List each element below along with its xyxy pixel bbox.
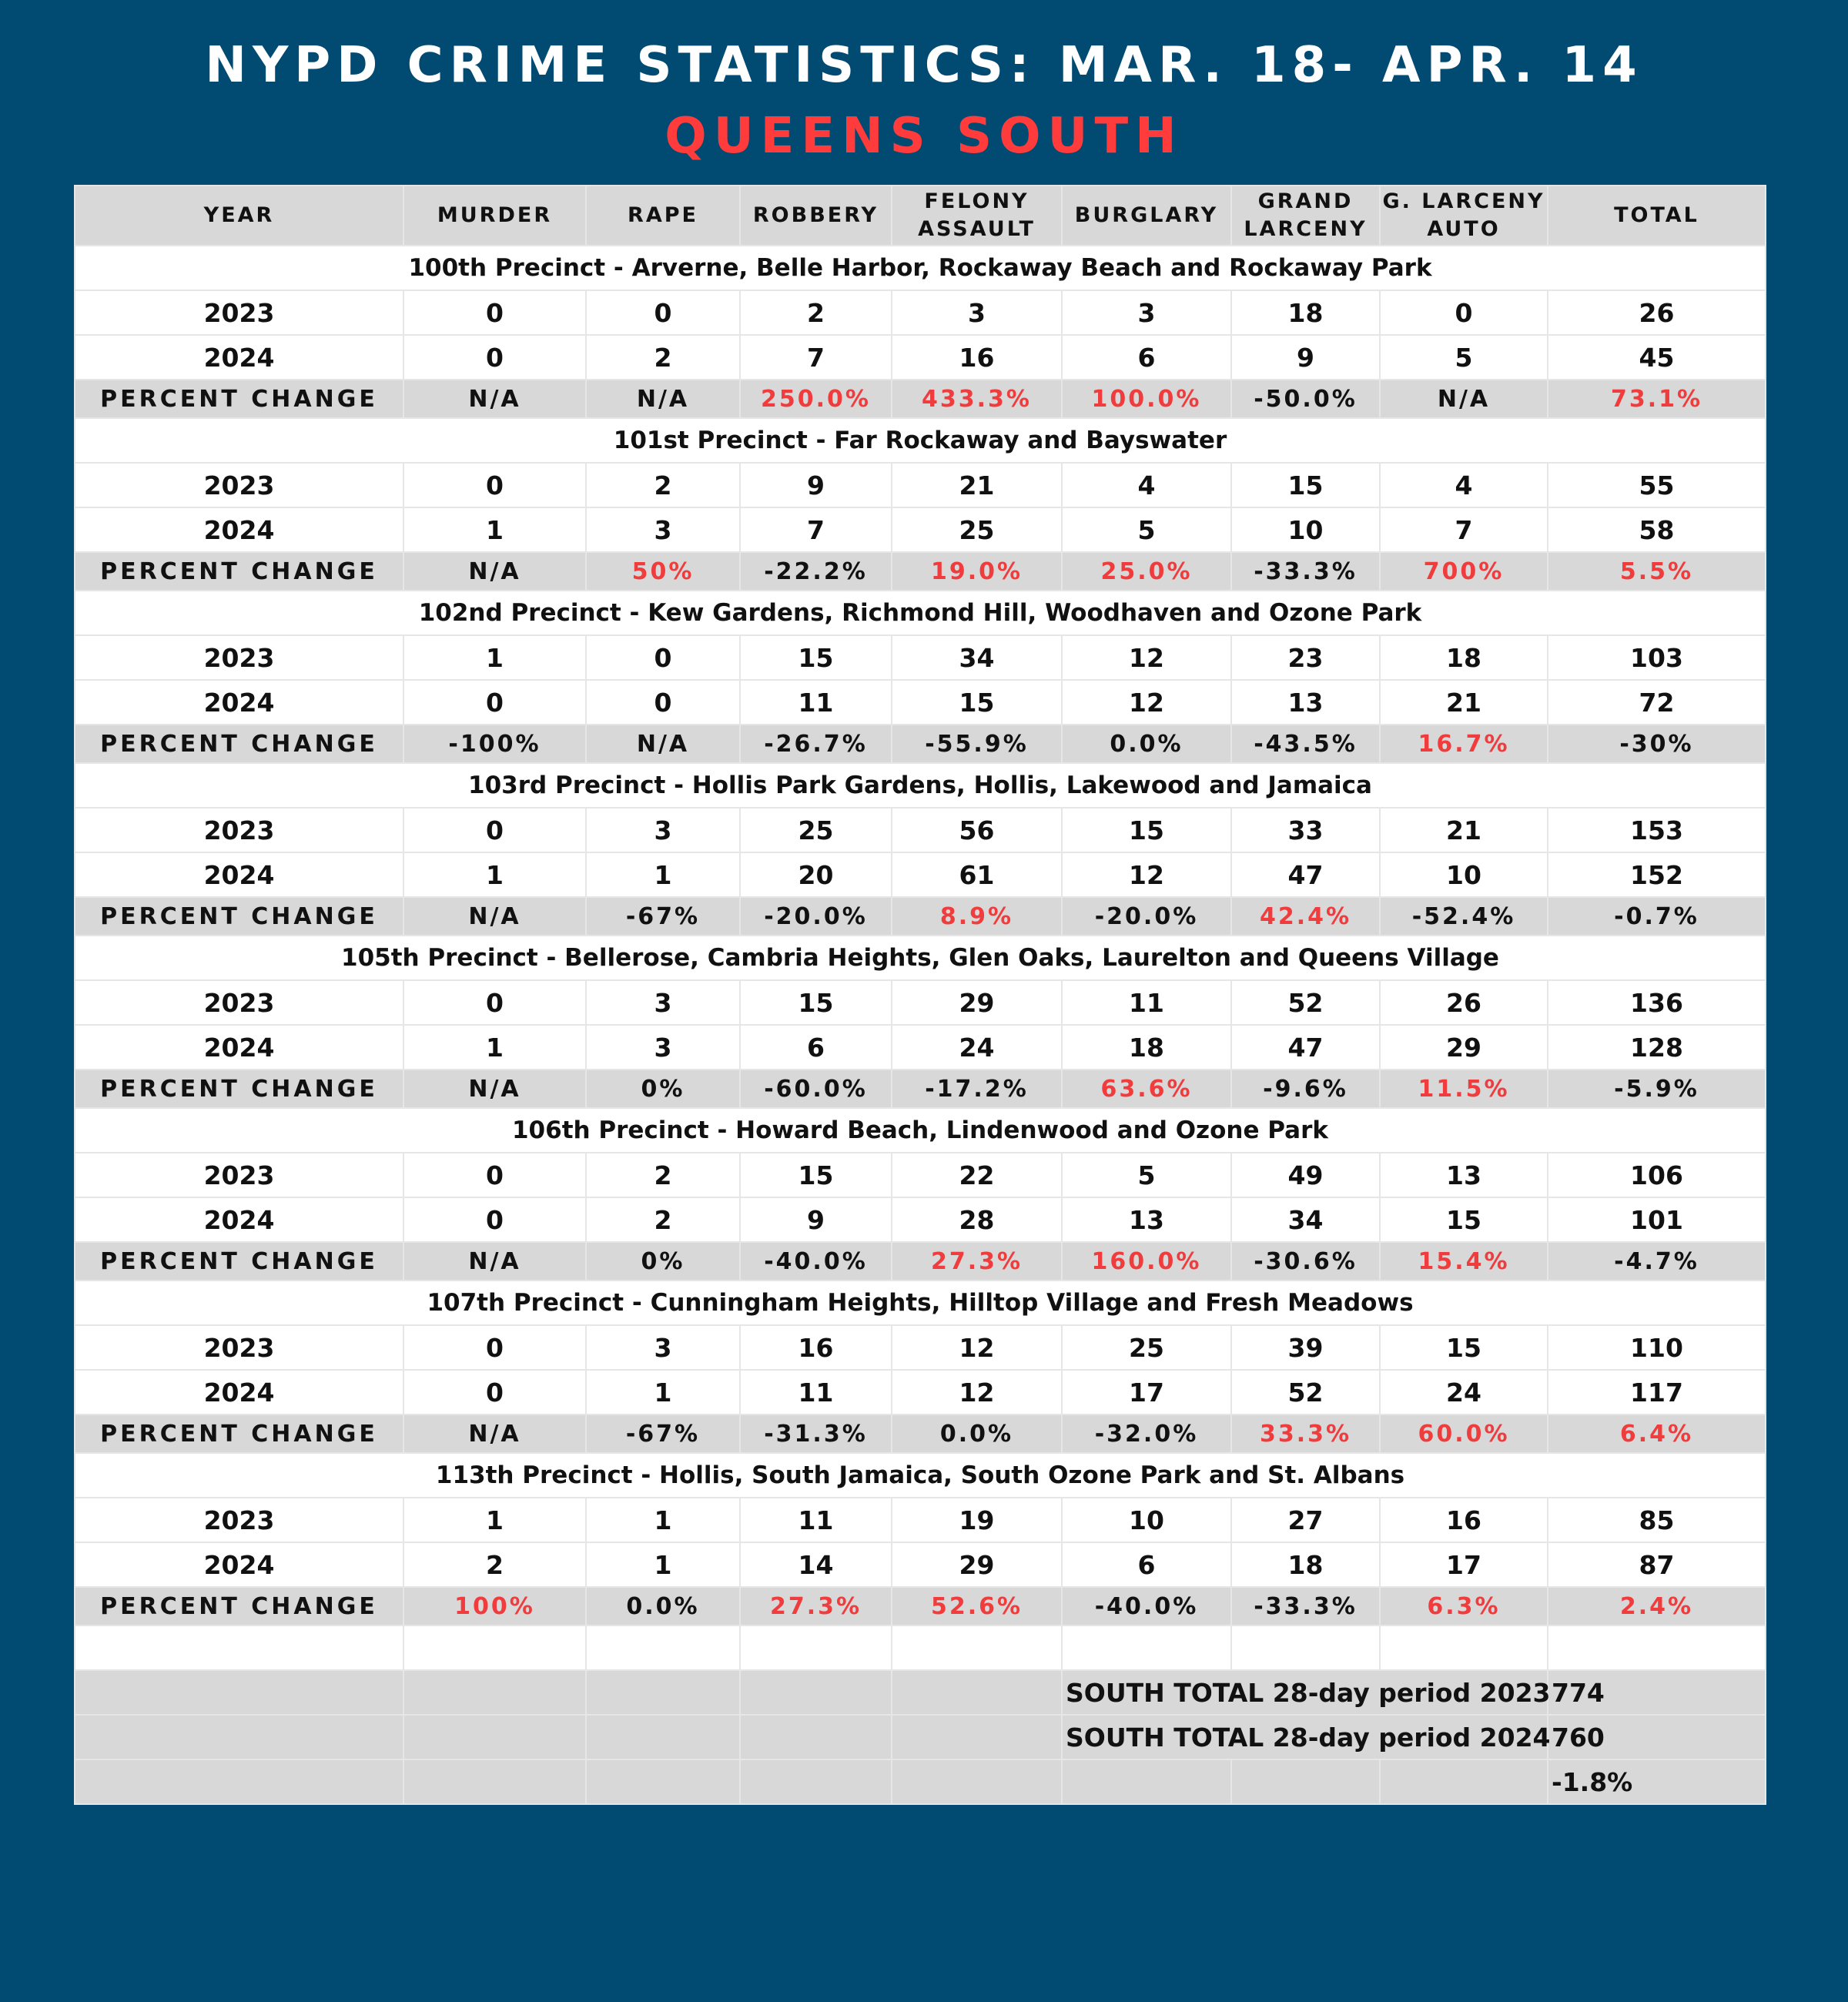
cell-total: 87 bbox=[1548, 1542, 1766, 1587]
cell-burglary: 5 bbox=[1062, 507, 1231, 552]
percent-change-row bbox=[75, 1414, 1766, 1453]
cell-total: -5.9% bbox=[1548, 1070, 1766, 1108]
cell-grand-larceny: 13 bbox=[1231, 680, 1380, 725]
percent-change-row bbox=[75, 1242, 1766, 1281]
row-label: PERCENT CHANGE bbox=[75, 725, 403, 763]
cell-murder: 0 bbox=[403, 463, 586, 507]
row-label: 2023 bbox=[75, 1325, 403, 1370]
cell-felony-assault: 15 bbox=[892, 680, 1062, 725]
year-2024-row bbox=[75, 852, 1766, 897]
cell-felony-assault: 52.6% bbox=[892, 1587, 1062, 1625]
row-label: 2023 bbox=[75, 635, 403, 680]
header-rape: RAPE bbox=[586, 186, 740, 246]
row-label: 2024 bbox=[75, 1197, 403, 1242]
cell-murder: 0 bbox=[403, 290, 586, 335]
year-2023-row bbox=[75, 290, 1766, 335]
precinct-name: 107th Precinct - Cunningham Heights, Hilltop Village and Fresh Meadows bbox=[75, 1281, 1766, 1325]
cell-g-larceny-auto: 60.0% bbox=[1380, 1414, 1548, 1453]
cell-rape: 3 bbox=[586, 980, 740, 1025]
cell-murder: 100% bbox=[403, 1587, 586, 1625]
cell-burglary: 6 bbox=[1062, 1542, 1231, 1587]
row-label: PERCENT CHANGE bbox=[75, 897, 403, 936]
cell-burglary: 12 bbox=[1062, 852, 1231, 897]
cell-burglary: 0.0% bbox=[1062, 725, 1231, 763]
cell-murder: 0 bbox=[403, 1325, 586, 1370]
row-label: PERCENT CHANGE bbox=[75, 1587, 403, 1625]
cell-felony-assault: 8.9% bbox=[892, 897, 1062, 936]
cell-g-larceny-auto: 17 bbox=[1380, 1542, 1548, 1587]
cell-g-larceny-auto: 24 bbox=[1380, 1370, 1548, 1414]
year-2023-row bbox=[75, 808, 1766, 852]
cell-total: 72 bbox=[1548, 680, 1766, 725]
cell-rape: -67% bbox=[586, 897, 740, 936]
cell-felony-assault: 0.0% bbox=[892, 1414, 1062, 1453]
cell-grand-larceny: 52 bbox=[1231, 1370, 1380, 1414]
cell-g-larceny-auto: 5 bbox=[1380, 335, 1548, 380]
cell-burglary: 11 bbox=[1062, 980, 1231, 1025]
summary-row-2023 bbox=[75, 1670, 1766, 1715]
precinct-name-row bbox=[75, 936, 1766, 980]
cell-total: 136 bbox=[1548, 980, 1766, 1025]
cell-rape: 0 bbox=[586, 290, 740, 335]
precinct-name-row bbox=[75, 1281, 1766, 1325]
cell-grand-larceny: -9.6% bbox=[1231, 1070, 1380, 1108]
cell-g-larceny-auto: 29 bbox=[1380, 1025, 1548, 1070]
header-year: YEAR bbox=[75, 186, 403, 246]
percent-change-row bbox=[75, 1070, 1766, 1108]
precinct-name: 106th Precinct - Howard Beach, Lindenwood and Ozone Park bbox=[75, 1108, 1766, 1153]
cell-total: 45 bbox=[1548, 335, 1766, 380]
cell-g-larceny-auto: 15.4% bbox=[1380, 1242, 1548, 1281]
row-label: 2023 bbox=[75, 1153, 403, 1197]
cell-robbery: 14 bbox=[740, 1542, 892, 1587]
cell-felony-assault: 19 bbox=[892, 1498, 1062, 1542]
cell-felony-assault: 3 bbox=[892, 290, 1062, 335]
cell-total: 117 bbox=[1548, 1370, 1766, 1414]
cell-burglary: 100.0% bbox=[1062, 380, 1231, 418]
cell-robbery: 15 bbox=[740, 1153, 892, 1197]
cell-total: 6.4% bbox=[1548, 1414, 1766, 1453]
cell-grand-larceny: -30.6% bbox=[1231, 1242, 1380, 1281]
cell-robbery: 27.3% bbox=[740, 1587, 892, 1625]
cell-total: 110 bbox=[1548, 1325, 1766, 1370]
precinct-name: 105th Precinct - Bellerose, Cambria Heights, Glen Oaks, Laurelton and Queens Village bbox=[75, 936, 1766, 980]
cell-rape: 1 bbox=[586, 1370, 740, 1414]
cell-burglary: 3 bbox=[1062, 290, 1231, 335]
cell-robbery: 11 bbox=[740, 1498, 892, 1542]
cell-robbery: -20.0% bbox=[740, 897, 892, 936]
cell-burglary: -32.0% bbox=[1062, 1414, 1231, 1453]
cell-total: 153 bbox=[1548, 808, 1766, 852]
cell-robbery: 20 bbox=[740, 852, 892, 897]
header-murder: MURDER bbox=[403, 186, 586, 246]
cell-total: -0.7% bbox=[1548, 897, 1766, 936]
row-label: 2024 bbox=[75, 852, 403, 897]
cell-felony-assault: 24 bbox=[892, 1025, 1062, 1070]
year-2024-row bbox=[75, 1370, 1766, 1414]
cell-grand-larceny: 39 bbox=[1231, 1325, 1380, 1370]
summary-label-2024: SOUTH TOTAL 28-day period 2024 bbox=[1062, 1715, 1548, 1759]
cell-murder: 0 bbox=[403, 1197, 586, 1242]
cell-murder: 0 bbox=[403, 335, 586, 380]
cell-total: 26 bbox=[1548, 290, 1766, 335]
cell-total: 103 bbox=[1548, 635, 1766, 680]
cell-felony-assault: -55.9% bbox=[892, 725, 1062, 763]
row-label: 2024 bbox=[75, 680, 403, 725]
cell-grand-larceny: 18 bbox=[1231, 1542, 1380, 1587]
header-g-larceny-auto: G. LARCENY AUTO bbox=[1380, 186, 1548, 246]
cell-g-larceny-auto: 26 bbox=[1380, 980, 1548, 1025]
cell-robbery: 6 bbox=[740, 1025, 892, 1070]
cell-burglary: 4 bbox=[1062, 463, 1231, 507]
cell-murder: 0 bbox=[403, 1153, 586, 1197]
year-2023-row bbox=[75, 980, 1766, 1025]
cell-murder: 1 bbox=[403, 635, 586, 680]
cell-rape: 3 bbox=[586, 808, 740, 852]
cell-burglary: 6 bbox=[1062, 335, 1231, 380]
cell-g-larceny-auto: 6.3% bbox=[1380, 1587, 1548, 1625]
cell-grand-larceny: -50.0% bbox=[1231, 380, 1380, 418]
cell-murder: 2 bbox=[403, 1542, 586, 1587]
cell-total: 5.5% bbox=[1548, 552, 1766, 591]
cell-grand-larceny: 10 bbox=[1231, 507, 1380, 552]
summary-row-change bbox=[75, 1759, 1766, 1804]
cell-felony-assault: 29 bbox=[892, 980, 1062, 1025]
cell-g-larceny-auto: 4 bbox=[1380, 463, 1548, 507]
cell-rape: -67% bbox=[586, 1414, 740, 1453]
cell-robbery: -26.7% bbox=[740, 725, 892, 763]
year-2024-row bbox=[75, 1542, 1766, 1587]
precinct-name-row bbox=[75, 591, 1766, 635]
cell-murder: N/A bbox=[403, 1414, 586, 1453]
cell-robbery: 250.0% bbox=[740, 380, 892, 418]
table-body bbox=[75, 246, 1766, 1625]
cell-murder: 0 bbox=[403, 808, 586, 852]
summary-label-2023: SOUTH TOTAL 28-day period 2023 bbox=[1062, 1670, 1548, 1715]
cell-murder: N/A bbox=[403, 1242, 586, 1281]
precinct-name: 113th Precinct - Hollis, South Jamaica, South Ozone Park and St. Albans bbox=[75, 1453, 1766, 1498]
cell-total: 152 bbox=[1548, 852, 1766, 897]
cell-grand-larceny: 33 bbox=[1231, 808, 1380, 852]
year-2024-row bbox=[75, 680, 1766, 725]
cell-rape: 0% bbox=[586, 1070, 740, 1108]
cell-robbery: 11 bbox=[740, 680, 892, 725]
cell-grand-larceny: 47 bbox=[1231, 852, 1380, 897]
precinct-name: 103rd Precinct - Hollis Park Gardens, Hollis, Lakewood and Jamaica bbox=[75, 763, 1766, 808]
cell-grand-larceny: 33.3% bbox=[1231, 1414, 1380, 1453]
cell-burglary: -40.0% bbox=[1062, 1587, 1231, 1625]
row-label: PERCENT CHANGE bbox=[75, 1414, 403, 1453]
cell-robbery: 15 bbox=[740, 635, 892, 680]
cell-robbery: 7 bbox=[740, 507, 892, 552]
row-label: 2023 bbox=[75, 980, 403, 1025]
cell-rape: 2 bbox=[586, 1153, 740, 1197]
page-title: NYPD CRIME STATISTICS: MAR. 18- APR. 14 bbox=[205, 37, 1643, 94]
cell-rape: 1 bbox=[586, 1542, 740, 1587]
year-2024-row bbox=[75, 1025, 1766, 1070]
cell-grand-larceny: 27 bbox=[1231, 1498, 1380, 1542]
cell-total: 128 bbox=[1548, 1025, 1766, 1070]
cell-g-larceny-auto: 0 bbox=[1380, 290, 1548, 335]
cell-g-larceny-auto: 16.7% bbox=[1380, 725, 1548, 763]
cell-felony-assault: 22 bbox=[892, 1153, 1062, 1197]
header-robbery: ROBBERY bbox=[740, 186, 892, 246]
year-2023-row bbox=[75, 1498, 1766, 1542]
cell-burglary: -20.0% bbox=[1062, 897, 1231, 936]
cell-rape: 0.0% bbox=[586, 1587, 740, 1625]
precinct-name: 102nd Precinct - Kew Gardens, Richmond Hill, Woodhaven and Ozone Park bbox=[75, 591, 1766, 635]
cell-felony-assault: -17.2% bbox=[892, 1070, 1062, 1108]
cell-robbery: 2 bbox=[740, 290, 892, 335]
row-label: 2023 bbox=[75, 290, 403, 335]
cell-robbery: 16 bbox=[740, 1325, 892, 1370]
cell-felony-assault: 25 bbox=[892, 507, 1062, 552]
cell-total: 101 bbox=[1548, 1197, 1766, 1242]
cell-g-larceny-auto: N/A bbox=[1380, 380, 1548, 418]
row-label: 2024 bbox=[75, 1542, 403, 1587]
cell-g-larceny-auto: 15 bbox=[1380, 1197, 1548, 1242]
percent-change-row bbox=[75, 897, 1766, 936]
row-label: 2023 bbox=[75, 1498, 403, 1542]
cell-grand-larceny: 52 bbox=[1231, 980, 1380, 1025]
percent-change-row bbox=[75, 725, 1766, 763]
cell-felony-assault: 61 bbox=[892, 852, 1062, 897]
year-2024-row bbox=[75, 1197, 1766, 1242]
cell-rape: 3 bbox=[586, 1325, 740, 1370]
cell-rape: 3 bbox=[586, 1025, 740, 1070]
precinct-name: 101st Precinct - Far Rockaway and Bayswater bbox=[75, 418, 1766, 463]
precinct-name: 100th Precinct - Arverne, Belle Harbor, Rockaway Beach and Rockaway Park bbox=[75, 246, 1766, 290]
cell-grand-larceny: -43.5% bbox=[1231, 725, 1380, 763]
cell-murder: N/A bbox=[403, 1070, 586, 1108]
cell-burglary: 63.6% bbox=[1062, 1070, 1231, 1108]
cell-rape: 2 bbox=[586, 1197, 740, 1242]
cell-felony-assault: 28 bbox=[892, 1197, 1062, 1242]
cell-grand-larceny: 23 bbox=[1231, 635, 1380, 680]
cell-felony-assault: 34 bbox=[892, 635, 1062, 680]
cell-g-larceny-auto: 7 bbox=[1380, 507, 1548, 552]
row-label: 2024 bbox=[75, 1025, 403, 1070]
cell-g-larceny-auto: 700% bbox=[1380, 552, 1548, 591]
cell-murder: -100% bbox=[403, 725, 586, 763]
cell-burglary: 10 bbox=[1062, 1498, 1231, 1542]
cell-rape: 3 bbox=[586, 507, 740, 552]
cell-felony-assault: 56 bbox=[892, 808, 1062, 852]
cell-murder: N/A bbox=[403, 380, 586, 418]
row-label: PERCENT CHANGE bbox=[75, 1070, 403, 1108]
page-subtitle: QUEENS SOUTH bbox=[665, 108, 1183, 165]
cell-murder: 1 bbox=[403, 1498, 586, 1542]
cell-g-larceny-auto: 16 bbox=[1380, 1498, 1548, 1542]
summary-section bbox=[75, 1625, 1766, 1804]
cell-total: 55 bbox=[1548, 463, 1766, 507]
row-label: 2023 bbox=[75, 463, 403, 507]
cell-g-larceny-auto: 10 bbox=[1380, 852, 1548, 897]
percent-change-row bbox=[75, 1587, 1766, 1625]
precinct-name-row bbox=[75, 418, 1766, 463]
cell-rape: 2 bbox=[586, 463, 740, 507]
cell-murder: 0 bbox=[403, 980, 586, 1025]
precinct-name-row bbox=[75, 763, 1766, 808]
header-grand-larceny: GRAND LARCENY bbox=[1231, 186, 1380, 246]
cell-felony-assault: 433.3% bbox=[892, 380, 1062, 418]
cell-robbery: 7 bbox=[740, 335, 892, 380]
cell-grand-larceny: 42.4% bbox=[1231, 897, 1380, 936]
cell-total: 58 bbox=[1548, 507, 1766, 552]
cell-rape: 50% bbox=[586, 552, 740, 591]
cell-felony-assault: 19.0% bbox=[892, 552, 1062, 591]
spacer-row bbox=[75, 1625, 1766, 1670]
cell-felony-assault: 27.3% bbox=[892, 1242, 1062, 1281]
year-2023-row bbox=[75, 1153, 1766, 1197]
cell-total: -30% bbox=[1548, 725, 1766, 763]
cell-grand-larceny: 47 bbox=[1231, 1025, 1380, 1070]
cell-murder: 1 bbox=[403, 852, 586, 897]
cell-murder: N/A bbox=[403, 897, 586, 936]
cell-robbery: 9 bbox=[740, 463, 892, 507]
row-label: 2023 bbox=[75, 808, 403, 852]
cell-murder: N/A bbox=[403, 552, 586, 591]
precinct-name-row bbox=[75, 246, 1766, 290]
row-label: PERCENT CHANGE bbox=[75, 380, 403, 418]
cell-robbery: -40.0% bbox=[740, 1242, 892, 1281]
cell-burglary: 12 bbox=[1062, 635, 1231, 680]
cell-grand-larceny: 15 bbox=[1231, 463, 1380, 507]
cell-rape: 0 bbox=[586, 680, 740, 725]
cell-total: 106 bbox=[1548, 1153, 1766, 1197]
cell-grand-larceny: 9 bbox=[1231, 335, 1380, 380]
year-2023-row bbox=[75, 1325, 1766, 1370]
cell-grand-larceny: 18 bbox=[1231, 290, 1380, 335]
year-2023-row bbox=[75, 463, 1766, 507]
header-row bbox=[75, 186, 1766, 246]
cell-burglary: 25.0% bbox=[1062, 552, 1231, 591]
cell-g-larceny-auto: 15 bbox=[1380, 1325, 1548, 1370]
cell-robbery: 15 bbox=[740, 980, 892, 1025]
cell-felony-assault: 21 bbox=[892, 463, 1062, 507]
cell-robbery: 9 bbox=[740, 1197, 892, 1242]
cell-grand-larceny: -33.3% bbox=[1231, 1587, 1380, 1625]
header-felony-assault: FELONY ASSAULT bbox=[892, 186, 1062, 246]
cell-robbery: -22.2% bbox=[740, 552, 892, 591]
cell-g-larceny-auto: 11.5% bbox=[1380, 1070, 1548, 1108]
cell-burglary: 5 bbox=[1062, 1153, 1231, 1197]
row-label: 2024 bbox=[75, 1370, 403, 1414]
cell-grand-larceny: 49 bbox=[1231, 1153, 1380, 1197]
cell-robbery: 11 bbox=[740, 1370, 892, 1414]
precinct-name-row bbox=[75, 1108, 1766, 1153]
cell-rape: 0% bbox=[586, 1242, 740, 1281]
row-label: 2024 bbox=[75, 507, 403, 552]
cell-murder: 1 bbox=[403, 507, 586, 552]
cell-rape: 2 bbox=[586, 335, 740, 380]
summary-value-2024: 760 bbox=[1548, 1715, 1766, 1759]
year-2024-row bbox=[75, 335, 1766, 380]
header-burglary: BURGLARY bbox=[1062, 186, 1231, 246]
cell-murder: 0 bbox=[403, 1370, 586, 1414]
cell-felony-assault: 12 bbox=[892, 1370, 1062, 1414]
row-label: PERCENT CHANGE bbox=[75, 552, 403, 591]
cell-robbery: -60.0% bbox=[740, 1070, 892, 1108]
cell-burglary: 17 bbox=[1062, 1370, 1231, 1414]
header-total: TOTAL bbox=[1548, 186, 1766, 246]
cell-rape: 0 bbox=[586, 635, 740, 680]
cell-felony-assault: 16 bbox=[892, 335, 1062, 380]
cell-murder: 0 bbox=[403, 680, 586, 725]
cell-felony-assault: 12 bbox=[892, 1325, 1062, 1370]
row-label: PERCENT CHANGE bbox=[75, 1242, 403, 1281]
summary-change: -1.8% bbox=[1548, 1759, 1766, 1804]
cell-rape: 1 bbox=[586, 852, 740, 897]
row-label: 2024 bbox=[75, 335, 403, 380]
cell-total: 85 bbox=[1548, 1498, 1766, 1542]
cell-burglary: 12 bbox=[1062, 680, 1231, 725]
year-2024-row bbox=[75, 507, 1766, 552]
cell-robbery: 25 bbox=[740, 808, 892, 852]
summary-value-2023: 774 bbox=[1548, 1670, 1766, 1715]
precinct-name-row bbox=[75, 1453, 1766, 1498]
percent-change-row bbox=[75, 380, 1766, 418]
cell-g-larceny-auto: -52.4% bbox=[1380, 897, 1548, 936]
cell-felony-assault: 29 bbox=[892, 1542, 1062, 1587]
cell-burglary: 18 bbox=[1062, 1025, 1231, 1070]
cell-burglary: 15 bbox=[1062, 808, 1231, 852]
cell-g-larceny-auto: 18 bbox=[1380, 635, 1548, 680]
cell-grand-larceny: 34 bbox=[1231, 1197, 1380, 1242]
crime-stats-table bbox=[74, 185, 1766, 1805]
cell-murder: 1 bbox=[403, 1025, 586, 1070]
cell-rape: 1 bbox=[586, 1498, 740, 1542]
cell-burglary: 160.0% bbox=[1062, 1242, 1231, 1281]
cell-total: 2.4% bbox=[1548, 1587, 1766, 1625]
year-2023-row bbox=[75, 635, 1766, 680]
cell-grand-larceny: -33.3% bbox=[1231, 552, 1380, 591]
cell-robbery: -31.3% bbox=[740, 1414, 892, 1453]
summary-row-2024 bbox=[75, 1715, 1766, 1759]
cell-g-larceny-auto: 13 bbox=[1380, 1153, 1548, 1197]
cell-burglary: 13 bbox=[1062, 1197, 1231, 1242]
percent-change-row bbox=[75, 552, 1766, 591]
cell-rape: N/A bbox=[586, 380, 740, 418]
cell-total: 73.1% bbox=[1548, 380, 1766, 418]
cell-total: -4.7% bbox=[1548, 1242, 1766, 1281]
cell-burglary: 25 bbox=[1062, 1325, 1231, 1370]
cell-g-larceny-auto: 21 bbox=[1380, 808, 1548, 852]
cell-rape: N/A bbox=[586, 725, 740, 763]
cell-g-larceny-auto: 21 bbox=[1380, 680, 1548, 725]
